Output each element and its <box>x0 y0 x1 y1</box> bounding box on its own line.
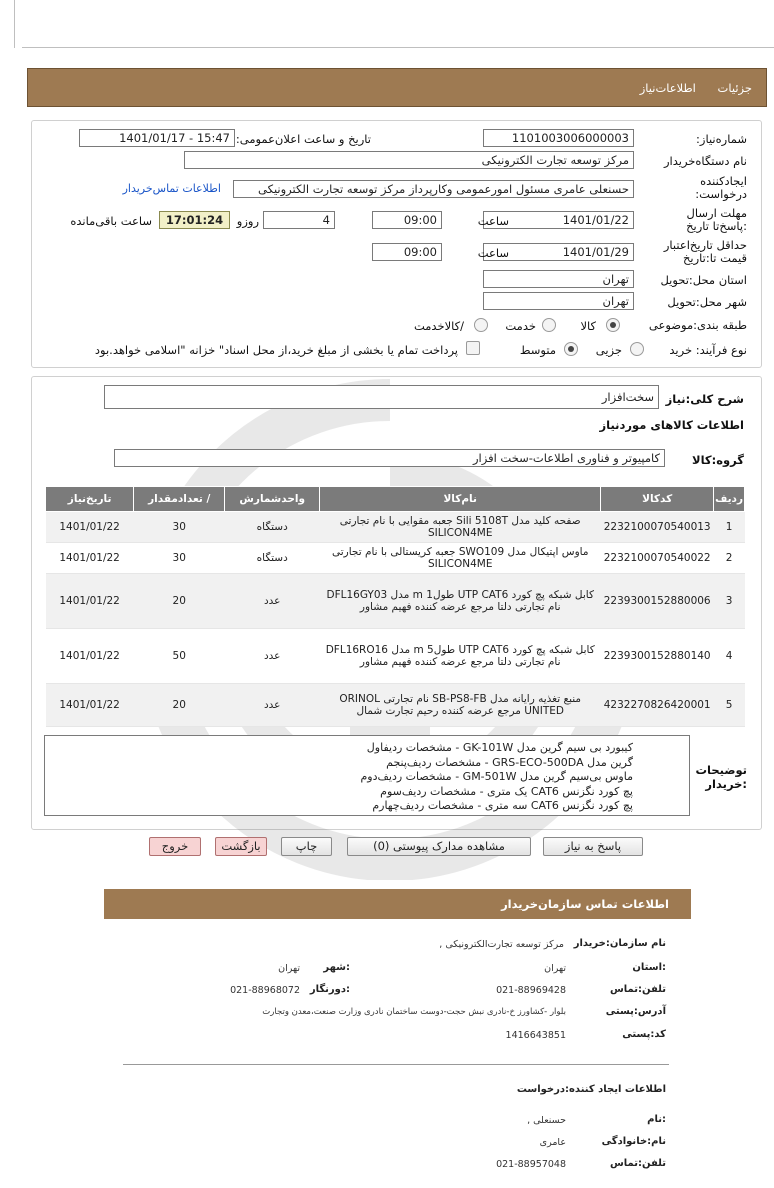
col-need-date: تاریخ‌نیاز <box>46 487 134 512</box>
note-line: پچ کورد نگزنس CAT6 سه متری - مشخصات ردیف‌چهارم <box>372 799 633 812</box>
item-need-date: 1401/01/22 <box>46 684 134 727</box>
process-partial-radio[interactable] <box>630 342 644 356</box>
header-bar <box>27 68 767 107</box>
contact-city-label: :شهر <box>323 962 350 973</box>
city-label: شهر محل:تحویل <box>667 295 747 309</box>
item-need-date: 1401/01/22 <box>46 543 134 574</box>
contact-province-value: تهران <box>544 963 566 974</box>
exit-button[interactable]: خروج <box>149 837 201 856</box>
item-need-date: 1401/01/22 <box>46 512 134 543</box>
note-line: گرین مدل GRS-ECO-500DA - مشخصات ردیف‌پنجم <box>386 755 633 769</box>
buyer-notes-box <box>44 735 690 816</box>
item-name: کابل شبکه پچ کورد UTP CAT6 طول1 m مدل DFL16GY03 نام تجارتی دلتا مرجع عرضه کننده فهیم مشاور <box>320 574 601 629</box>
item-code: 2239300152880140 <box>601 629 714 684</box>
table-header-row <box>46 487 745 512</box>
process-label: نوع فرآیند: خرید <box>669 343 747 357</box>
row-number: 3 <box>714 574 745 629</box>
contact-postal-value: 1416643851 <box>505 1030 566 1041</box>
contact-org-label: نام سازمان:خریدار <box>573 938 666 949</box>
validity-label: حداقل تاریخ‌اعتبار قیمت تا:تاریخ <box>663 238 747 265</box>
creator-phone-label: تلفن:تماس <box>609 1158 666 1169</box>
item-unit: دستگاه <box>225 512 320 543</box>
category-both-radio[interactable] <box>474 318 488 332</box>
creator-field: حسنعلی عامری مسئول امورعمومی وکارپرداز مرکز توسعه تجارت الکترونیکی <box>233 180 634 198</box>
payment-checkbox[interactable] <box>466 341 480 355</box>
item-quantity: 30 <box>134 512 225 543</box>
contact-fax-value: 021-88968072 <box>230 985 300 996</box>
process-medium-radio[interactable] <box>564 342 578 356</box>
col-row-number: ردیف <box>714 487 745 512</box>
row-number: 1 <box>714 512 745 543</box>
description-label: شرح کلی:نیاز <box>665 392 744 406</box>
print-button[interactable]: چاپ <box>281 837 332 856</box>
creator-name-label: :نام <box>647 1114 666 1125</box>
table-row[interactable] <box>46 574 745 629</box>
process-partial-label: جزیی <box>595 343 622 357</box>
category-label: طبقه بندی:موضوعی <box>648 318 747 332</box>
table-row[interactable] <box>46 629 745 684</box>
reply-deadline-label: مهلت ارسال :پاسخ‌تا تاریخ <box>686 206 747 233</box>
payment-note: پرداخت تمام یا بخشی از مبلغ خرید،از محل اسناد" خزانه "اسلامی خواهد.بود <box>94 343 458 357</box>
city-field: تهران <box>483 292 634 310</box>
creator-family-label: نام:خانوادگی <box>601 1136 666 1147</box>
buyer-org-label: نام دستگاه‌خریدار <box>663 154 747 168</box>
row-number: 5 <box>714 684 745 727</box>
province-field: تهران <box>483 270 634 288</box>
remaining-time-label: ساعت باقی‌مانده <box>70 214 152 228</box>
description-field: سخت‌افزار <box>104 385 659 409</box>
item-name: کابل شبکه پچ کورد UTP CAT6 طول5 m مدل DFL16RO16 نام تجارتی دلتا مرجع عرضه کننده فهیم مشاور <box>320 629 601 684</box>
process-medium-label: متوسط <box>519 343 556 357</box>
view-attachments-button[interactable]: مشاهده مدارک پیوستی (0) <box>347 837 531 856</box>
province-label: استان محل:تحویل <box>660 273 747 287</box>
tab-details[interactable]: جزئیات <box>717 81 752 95</box>
remaining-time-box: 17:01:24 <box>159 211 230 229</box>
contact-phone-value: 021-88969428 <box>496 985 566 996</box>
top-divider <box>22 47 774 48</box>
note-line: ماوس بی‌سیم گرین مدل GM-501W - مشخصات ردیف‌دوم <box>360 770 633 783</box>
tab-need-info[interactable]: اطلاعات‌نیاز <box>639 81 696 95</box>
creator-name-value: حسنعلی , <box>527 1115 566 1126</box>
category-both-label: /کالاخدمت <box>413 319 464 333</box>
item-unit: عدد <box>225 629 320 684</box>
item-code: 2232100070540013 <box>601 512 714 543</box>
creator-label: ایجادکننده درخواست: <box>695 174 747 201</box>
item-name: صفحه کلید مدل Sili 5108T جعبه مقوایی با نام تجارتی SILICON4ME <box>320 512 601 543</box>
buyer-notes-label: توضیحات :خریدار <box>695 763 747 791</box>
category-goods-radio[interactable] <box>606 318 620 332</box>
creator-info-title: اطلاعات ایجاد کننده:درخواست <box>516 1084 666 1095</box>
days-label: روزو <box>236 214 259 228</box>
col-item-name: نام‌کالا <box>320 487 601 512</box>
buyer-contact-link[interactable]: اطلاعات تماس‌خریدار <box>122 182 221 195</box>
table-row[interactable] <box>46 543 745 574</box>
days-field: 4 <box>263 211 335 229</box>
contact-province-label: :استان <box>632 962 666 973</box>
row-number: 4 <box>714 629 745 684</box>
item-unit: عدد <box>225 574 320 629</box>
item-need-date: 1401/01/22 <box>46 629 134 684</box>
col-quantity: / تعدادمقدار <box>134 487 225 512</box>
item-quantity: 20 <box>134 574 225 629</box>
item-quantity: 20 <box>134 684 225 727</box>
item-code: 4232270826420001 <box>601 684 714 727</box>
validity-date-field: 1401/01/29 <box>483 243 634 261</box>
item-name: منبع تغذیه رایانه مدل SB-PS8-FB نام تجارتی ORINOL UNITED مرجع عرضه کننده رحیم تجارت شمال <box>320 684 601 727</box>
goods-group-field: کامپیوتر و فناوری اطلاعات-سخت افزار <box>114 449 665 467</box>
back-button[interactable]: بازگشت <box>215 837 267 856</box>
contact-address-value: بلوار -کشاورز خ-نادری نبش حجت-دوست ساختمان نادری وزارت صنعت،معدن وتجارت <box>262 1007 566 1017</box>
item-code: 2232100070540022 <box>601 543 714 574</box>
goods-info-label: اطلاعات کالاهای موردنیاز <box>599 418 744 432</box>
item-need-date: 1401/01/22 <box>46 574 134 629</box>
contact-divider <box>123 1064 669 1065</box>
contact-postal-label: کد:پستی <box>622 1029 666 1040</box>
validity-time-field: 09:00 <box>372 243 442 261</box>
table-row[interactable] <box>46 684 745 727</box>
goods-group-label: گروه:کالا <box>692 453 744 467</box>
row-number: 2 <box>714 543 745 574</box>
note-line: کیبورد بی سیم گرین مدل GK-101W - مشخصات ردیفاول <box>366 741 633 754</box>
announce-datetime-field: 1401/01/17 - 15:47 <box>79 129 235 147</box>
need-number-field: 1101003006000003 <box>483 129 634 147</box>
buyer-contact-title: اطلاعات تماس سازمان‌خریدار <box>501 897 669 911</box>
buyer-org-field: مرکز توسعه تجارت الکترونیکی <box>184 151 634 169</box>
item-name: ماوس اپتیکال مدل SWO109 جعبه کریستالی با نام تجارتی SILICON4ME <box>320 543 601 574</box>
item-quantity: 50 <box>134 629 225 684</box>
reply-date-field: 1401/01/22 <box>483 211 634 229</box>
category-goods-label: کالا <box>580 319 596 333</box>
col-unit: واحدشمارش <box>225 487 320 512</box>
table-row[interactable] <box>46 512 745 543</box>
note-line: پچ کورد نگزنس CAT6 یک متری - مشخصات ردیف‌سوم <box>380 784 633 798</box>
contact-city-value: تهران <box>278 963 300 974</box>
creator-phone-value: 021-88957048 <box>496 1159 566 1170</box>
creator-family-value: عامری <box>539 1137 566 1148</box>
contact-phone-label: تلفن:تماس <box>609 984 666 995</box>
left-divider <box>14 0 15 48</box>
item-unit: عدد <box>225 684 320 727</box>
contact-org-value: مرکز توسعه تجارت‌الکترونیکی , <box>439 939 564 950</box>
items-table <box>45 486 745 727</box>
reply-time-label: ساعت <box>477 214 509 228</box>
contact-fax-label: :دورنگار <box>309 984 350 995</box>
header-links <box>622 81 752 95</box>
col-item-code: کدکالا <box>601 487 714 512</box>
buyer-contact-header <box>104 889 691 919</box>
need-number-label: شماره‌نیاز: <box>696 132 747 146</box>
item-quantity: 30 <box>134 543 225 574</box>
category-service-label: خدمت <box>505 319 536 333</box>
reply-button[interactable]: پاسخ به نیاز <box>543 837 643 856</box>
validity-time-label: ساعت <box>477 246 509 260</box>
category-service-radio[interactable] <box>542 318 556 332</box>
contact-address-label: آدرس:پستی <box>605 1006 666 1017</box>
announce-label: تاریخ و ساعت اعلان‌عمومی: <box>235 132 371 146</box>
reply-time-field: 09:00 <box>372 211 442 229</box>
item-code: 2239300152880006 <box>601 574 714 629</box>
item-unit: دستگاه <box>225 543 320 574</box>
